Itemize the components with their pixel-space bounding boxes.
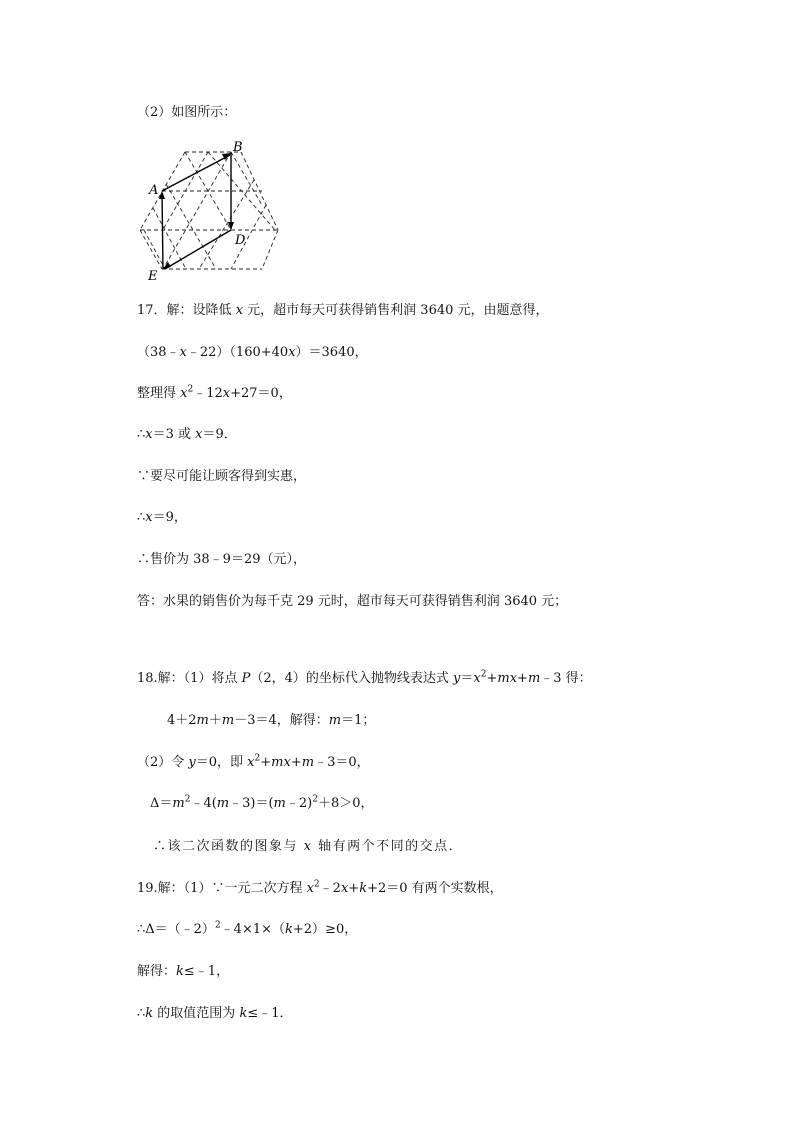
q17-line-2: （38﹣x﹣22）（160+40x）＝3640， xyxy=(137,345,368,360)
grid-line xyxy=(162,152,208,231)
q19-line-2: ∴Δ＝（﹣2）$^2$﹣4×1×（k+2）≥0， xyxy=(137,920,358,937)
q17-line-5: ∵要尽可能让顾客得到实惠， xyxy=(137,469,307,484)
q18-line-3: （2）令 y＝0，即 $x^2+mx+m﹣3=0$， xyxy=(137,753,370,770)
q18-line-4: $\Delta=m^2﹣4(m﹣3)=(m﹣2)^2+8>0$， xyxy=(150,794,374,811)
hexagon-grid-figure xyxy=(136,140,286,285)
q17-line-4: ∴x＝3 或 x＝9． xyxy=(137,427,237,442)
q17-line-7: ∴售价为 38﹣9＝29（元）， xyxy=(137,552,306,567)
grid-line xyxy=(262,230,278,269)
q19-line-3: 解得：k≤﹣1， xyxy=(137,964,230,979)
q19-line-4: ∴k 的取值范围为 k≤﹣1． xyxy=(137,1006,293,1021)
vector-EA xyxy=(162,193,163,269)
q19-line-1: 19.解：（1）∵一元二次方程 $x^2﹣2x+k+2=0$ 有两个实数根， xyxy=(137,879,503,896)
label-E: E xyxy=(148,269,158,284)
dashed-grid xyxy=(140,152,278,269)
q18-line-5: ∴该二次函数的图象与 x 轴有两个不同的交点． xyxy=(153,839,464,854)
part2-intro: （2）如图所示： xyxy=(137,105,237,120)
vector-DE xyxy=(165,230,231,269)
q17-line-8: 答：水果的销售价为每千克 29 元时，超市每天可获得销售利润 3640 元； xyxy=(137,594,568,609)
grid-line xyxy=(140,230,162,269)
grid-line xyxy=(144,230,165,269)
grid-line xyxy=(163,152,231,269)
arrowhead-E xyxy=(163,262,171,269)
q17-line-1: 17．解：设降低 x 元，超市每天可获得销售利润 3640 元，由题意得， xyxy=(137,303,549,318)
q17-line-3: 整理得 $x^2﹣12x+27=0$， xyxy=(137,384,292,401)
grid-line xyxy=(199,180,254,269)
label-A: A xyxy=(149,183,159,198)
q17-line-6: ∴x＝9， xyxy=(137,510,187,525)
label-D: D xyxy=(235,233,246,248)
q18-line-1: 18.解：（1）将点 P（2，4）的坐标代入抛物线表达式 $y=x^2+mx+m﹣3$ 得： xyxy=(137,669,592,686)
vector-AB xyxy=(162,155,230,191)
grid-line xyxy=(166,184,216,269)
arrowheads xyxy=(159,153,234,269)
q18-line-2: 4＋2m＋m－3＝4，解得：m＝1； xyxy=(167,713,376,728)
label-B: B xyxy=(233,140,243,155)
